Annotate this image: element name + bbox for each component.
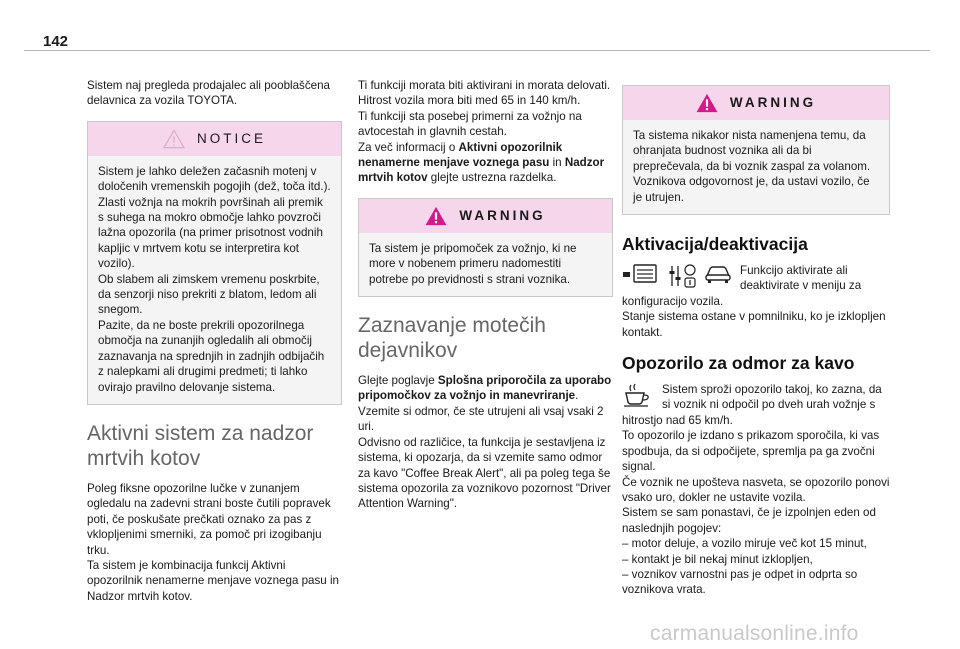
section-heading-coffee-break: Opozorilo za odmor za kavo: [622, 353, 855, 374]
coffee-icon-wrap: [622, 382, 652, 408]
notice-title: NOTICE: [196, 131, 266, 147]
notice-line: Zlasti vožnja na mokrih površinah ali premik s suhega na mokro območje lahko povzroči lažna opozorila (na primer prisotnost vodnih kapljic v mrtvem kotu se interpretira kot vozilo).: [98, 195, 323, 271]
body-text: Ta sistem je kombinacija funkcij Aktivni opozorilnik nenamerne menjave voznega pasu in Nadzor mrtvih kotov.: [87, 558, 339, 603]
warning-triangle-icon: [696, 93, 718, 113]
activation-icons: [622, 263, 732, 289]
ref2-post: .: [575, 389, 579, 403]
header-rule: [24, 50, 930, 51]
body-text: Poleg fiksne opozorilne lučke v zunanjem ogledalu na zadevni strani boste čutili popravek poti, če poskušate prečkati oznako za pas z vklopljenimi smerniki, za pomoč pri izogibanju trku.: [87, 481, 331, 557]
ref-mid: in: [549, 156, 565, 170]
ref-link-blind-spot: Nadzor mrtvih kotov: [358, 156, 605, 185]
body-text: Odvisno od različice, ta funkcija je sestavljena iz sistema, ki opozarja, da si vzemite samo odmor za kavo "Coffee Break Alert", ali pa poleg tega še sistema opozorila za voznikovo pozornost "Driver Attention Warning".: [358, 435, 611, 511]
column-3: [622, 78, 890, 598]
notice-line: Sistem je lahko deležen začasnih motenj v določenih vremenskih pogojih (dež, toča itd.).: [98, 164, 331, 194]
warning-header-2: [623, 86, 889, 120]
warning-body-2: [623, 120, 889, 214]
column-2: [358, 78, 613, 512]
coffee-line: Sistem sproži opozorilo takoj, ko zazna, da si voznik ni odpočil po dveh urah vožnje s hitrostjo nad 65 km/h.: [622, 383, 882, 427]
notice-triangle-icon: [163, 129, 185, 149]
warning-box: [358, 198, 613, 297]
intro-line: Hitrost vozila mora biti med 65 in 140 km/h.: [358, 94, 581, 108]
warning-body: [359, 233, 612, 296]
notice-header: [88, 122, 341, 156]
section-heading-activation: Aktivacija/deaktivacija: [622, 234, 808, 255]
ref-pre: Za več informacij o: [358, 140, 459, 154]
intro-text: Sistem naj pregleda prodajalec ali pooblaščena delavnica za vozila TOYOTA.: [87, 79, 330, 108]
ref-post: glejte ustrezna razdelka.: [427, 171, 557, 185]
coffee-cup-icon: [622, 382, 652, 408]
body-text: Vzemite si odmor, če ste utrujeni ali vsaj vsaki 2 uri.: [358, 404, 604, 434]
coffee-line: To opozorilo je izdano s prikazom sporočila, ki vas spodbuja, da si odpočijete, spremlja pa ga zvočni signal.: [622, 429, 880, 474]
notice-line: Ob slabem ali zimskem vremenu poskrbite, da senzorji niso prekriti z blatom, ledom ali snegom.: [98, 272, 320, 317]
page-number: 142: [43, 33, 69, 50]
warning-line: Voznikova odgovornost je, da ustavi vozilo, če je utrujen.: [633, 175, 870, 204]
car-icon: [704, 263, 732, 285]
intro-line: Ti funkciji morata biti aktivirani in morata delovati.: [358, 79, 611, 92]
section-heading-distraction: Zaznavanje motečih dejavnikov: [358, 314, 546, 363]
warning-text: Ta sistem je pripomoček za vožnjo, ki ne more v nobenem primeru nadomestiti potrebe po previdnosti s strani voznika.: [369, 241, 577, 286]
activation-text-2: Stanje sistema ostane v pomnilniku, ko je izklopljen kontakt.: [622, 310, 886, 339]
warning-line: Ta sistema nikakor nista namenjena temu, da ohranjata budnost voznika ali da bi preprečevala, da bi voznik zaspal za volanom.: [633, 129, 871, 173]
ref-link-lane-warning: Aktivni opozorilnik nenamerne menjave voznega pasu: [358, 140, 563, 170]
notice-body: [88, 156, 341, 404]
reference-text-2: [358, 373, 613, 404]
watermark: carmanualsonline.info: [650, 622, 859, 645]
coffee-condition: – voznikov varnostni pas je odpet in odprta so voznikova vrata.: [622, 567, 858, 597]
section-heading-blind-spot: Aktivni sistem za nadzor mrtvih kotov: [87, 421, 314, 470]
warning-title: WARNING: [459, 208, 546, 224]
notice-line: Pazite, da ne boste prekrili opozorilnega območja na zunanjih ogledalih ali območij zaznavanja na sprednjih in zadnjih odbijačih z nalepkami ali drugimi predmeti; ti lahko ovirajo pravilno delovanje sistema.: [98, 318, 325, 394]
warning-header: [359, 199, 612, 233]
warning-box-2: [622, 85, 890, 215]
activation-text: Funkcijo aktivirate ali deaktivirate v meniju za konfiguracijo vozila.: [622, 264, 862, 308]
ref2-link-recommendations: Splošna priporočila za uporabo pripomočkov za vožnjo in manevriranje: [358, 374, 612, 403]
warning-triangle-icon: [425, 206, 447, 226]
coffee-line: Sistem se sam ponastavi, če je izpolnjen eden od naslednjih pogojev:: [622, 506, 876, 535]
coffee-condition: – kontakt je bil nekaj minut izklopljen,: [622, 552, 813, 566]
warning-title-2: WARNING: [729, 95, 817, 111]
column-1: [87, 78, 342, 604]
intro-line: Ti funkciji sta posebej primerni za vožnjo na avtocestah in glavnih cestah.: [358, 109, 582, 139]
coffee-line: Če voznik ne upošteva nasveta, se opozorilo ponovi vsako uro, dokler ne ustavite vozila.: [622, 475, 890, 504]
notice-box: [87, 121, 342, 405]
ref2-pre: Glejte poglavje: [358, 374, 438, 388]
coffee-condition: – motor deluje, a vozilo miruje več kot 15 minut,: [622, 537, 867, 551]
settings-sliders-icon: [668, 263, 698, 289]
reference-text: [358, 140, 613, 186]
touchscreen-menu-icon: [622, 263, 662, 285]
